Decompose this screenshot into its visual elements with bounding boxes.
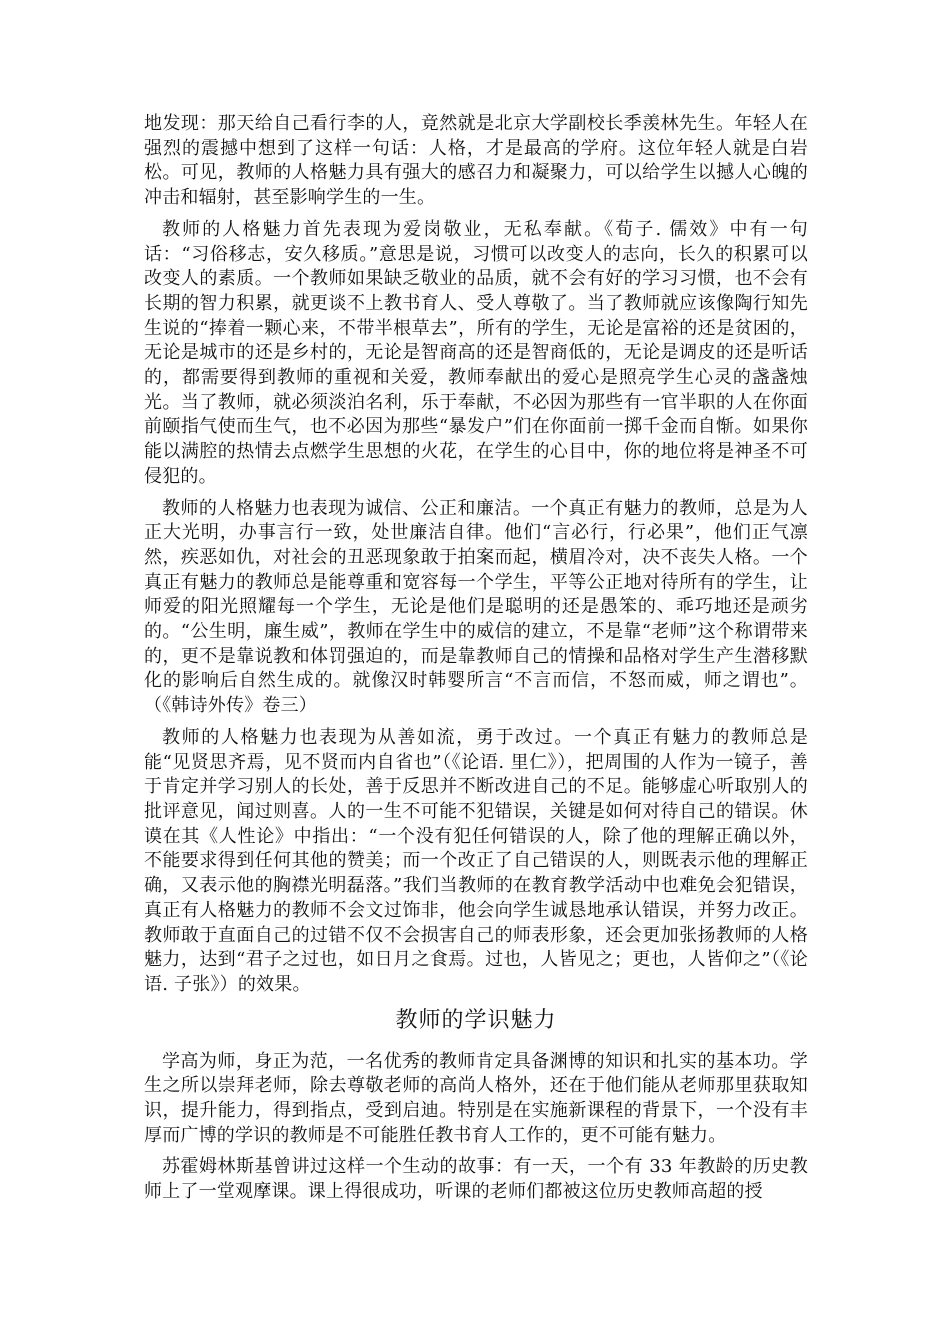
paragraph-sukhomlinsky-story: 苏霍姆林斯基曾讲过这样一个生动的故事：有一天，一个有 33 年教龄的历史教师上了一堂观摩课。课上得很成功，听课的老师们都被这位历史教师高超的授 bbox=[144, 1156, 808, 1203]
paragraph-knowledge: 学高为师，身正为范，一名优秀的教师肯定具备渊博的知识和扎实的基本功。学生之所以崇拜老师，除去尊敬老师的高尚人格外，还在于他们能从老师那里获取知识，提升能力，得到指点，受到启迪。特别是在实施新课程的背景下，一个没有丰厚而广博的学识的教师是不可能胜任教书育人工作的，更不可能有魅力。 bbox=[144, 1050, 808, 1146]
paragraph-dedication: 教师的人格魅力首先表现为爱岗敬业，无私奉献。《荀子. 儒效》中有一句话：“习俗移志，安久移质。”意思是说，习惯可以改变人的志向，长久的积累可以改变人的素质。一个教师如果缺乏敬业的品质，就不会有好的学习习惯，也不会有长期的智力积累，就更谈不上教书育人、受人尊敬了。当了教师就应该像陶行知先生说的“捧着一颗心来，不带半根草去”，所有的学生，无论是富裕的还是贫困的，无论是城市的还是乡村的，无论是智商高的还是智商低的，无论是调皮的还是听话的，都需要得到教师的重视和关爱，教师奉献出的爱心是照亮学生心灵的盏盏烛光。当了教师，就必须淡泊名利，乐于奉献，不必因为那些有一官半职的人在你面前颐指气使而生气，也不必因为那些“暴发户”们在你面前一掷千金而自惭。如果你能以满腔的热情去点燃学生思想的火花，在学生的心目中，你的地位将是神圣不可侵犯的。 bbox=[144, 218, 808, 487]
section-heading: 教师的学识魅力 bbox=[395, 1007, 557, 1033]
paragraph-baiyansong-story: 地发现：那天给自己看行李的人，竟然就是北京大学副校长季羡林先生。年轻人在强烈的震撼中想到了这样一句话：人格，才是最高的学府。这位年轻人就是白岩松。可见，教师的人格魅力具有强大的感召力和凝聚力，可以给学生以撼人心魄的冲击和辐射，甚至影响学生的一生。 bbox=[144, 113, 808, 209]
paragraph-correcting-mistakes: 教师的人格魅力也表现为从善如流，勇于改过。一个真正有魅力的教师总是能“见贤思齐焉，见不贤而内自省也”（《论语. 里仁》），把周围的人作为一镜子，善于肯定并学习别人的长处，善于反思并不断改进自己的不足。能够虚心听取别人的批评意见，闻过则喜。人的一生不可能不犯错误，关键是如何对待自己的错误。休谟在其《人性论》中指出：“一个没有犯任何错误的人，除了他的理解正确以外，不能要求得到任何其他的赞美；而一个改正了自己错误的人，则既表示他的理解正确，又表示他的胸襟光明磊落。”我们当教师的在教育教学活动中也难免会犯错误，真正有人格魅力的教师不会文过饰非，他会向学生诚恳地承认错误，并努力改正。教师敢于直面自己的过错不仅不会损害自己的师表形象，还会更加张扬教师的人格魅力，达到“君子之过也，如日月之食焉。过也，人皆见之；更也，人皆仰之”（《论语. 子张》）的效果。 bbox=[144, 726, 808, 995]
paragraph-integrity: 教师的人格魅力也表现为诚信、公正和廉洁。一个真正有魅力的教师，总是为人正大光明，办事言行一致，处世廉洁自律。他们“言必行，行必果”，他们正气凛然，疾恶如仇，对社会的丑恶现象敢于拍案而起，横眉冷对，决不丧失人格。一个真正有魅力的教师总是能尊重和宽容每一个学生，平等公正地对待所有的学生，让师爱的阳光照耀每一个学生，无论是他们是聪明的还是愚笨的、乖巧地还是顽劣的。“公生明，廉生威”，教师在学生中的威信的建立，不是靠“老师”这个称谓带来的，更不是靠说教和体罚强迫的，而是靠教师自己的情操和品格对学生产生潜移默化的影响后自然生成的。就像汉时韩婴所言“不言而信，不怒而威，师之谓也”。（《韩诗外传》卷三） bbox=[144, 497, 808, 717]
document-page bbox=[144, 112, 808, 1212]
